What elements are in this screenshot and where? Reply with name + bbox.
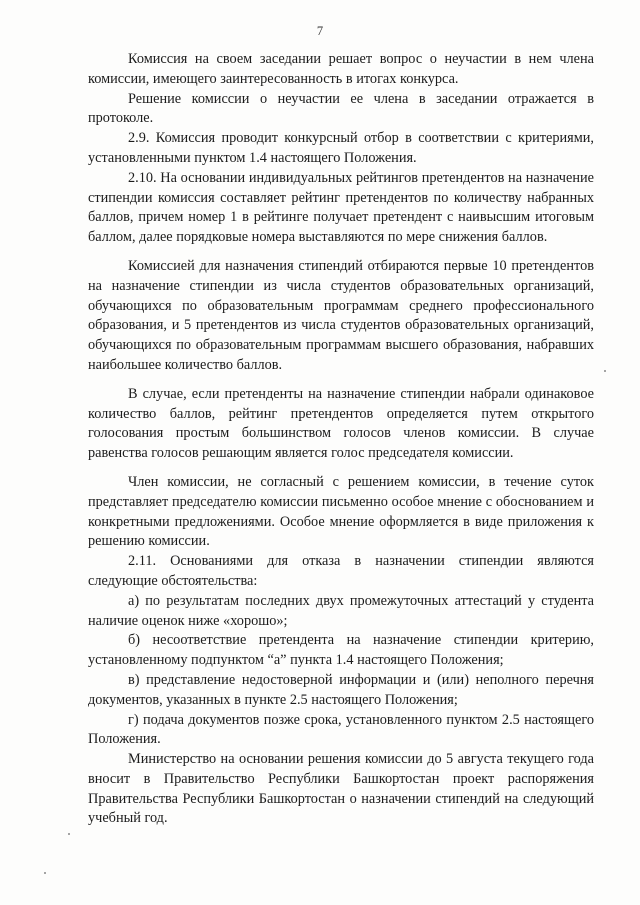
list-item: а) по результатам последних двух промежуточных аттестаций у студента наличие оценок ниже «хорошо»; (88, 592, 594, 629)
paragraph: 2.11. Основаниями для отказа в назначении стипендии являются следующие обстоятельства: (88, 553, 594, 589)
document-body (88, 50, 594, 829)
paragraph: В случае, если претенденты на назначение стипендии набрали одинаковое количество баллов, рейтинг претендентов определяется путем открытого голосования простым большинством голосов членов комиссии. В случае равенства голосов решающим является голос председателя комиссии. (88, 385, 594, 462)
scan-speck (604, 370, 606, 372)
paragraph: 2.9. Комиссия проводит конкурсный отбор в соответствии с критериями, установленными пунктом 1.4 настоящего Положения. (88, 130, 594, 166)
paragraph: 2.10. На основании индивидуальных рейтингов претендентов на назначение стипендии комиссия составляет рейтинг претендентов по количеству набранных баллов, причем номер 1 в рейтинге получает претендент с наивысшим итоговым баллом, далее порядковые номера выставляются по мере снижения баллов. (88, 169, 594, 246)
scan-speck (44, 872, 46, 874)
paragraph: Комиссия на своем заседании решает вопрос о неучастии в нем члена комиссии, имеющего заинтересованность в итогах конкурса. (88, 51, 594, 87)
page-number: 7 (316, 24, 324, 38)
paragraph: Решение комиссии о неучастии ее члена в заседании отражается в протоколе. (88, 90, 594, 127)
list-item: б) несоответствие претендента на назначение стипендии критерию, установленному подпунктом “а” пункта 1.4 настоящего Положения; (88, 632, 594, 669)
paragraph: Министерство на основании решения комиссии до 5 августа текущего года вносит в Правительство Республики Башкортостан проект распоряжения Правительства Республики Башкортостан о назначении стипендий на следующий учебный год. (88, 751, 594, 827)
paragraph: Член комиссии, не согласный с решением комиссии, в течение суток представляет председателю комиссии письменно особое мнение с обоснованием и конкретными предложениями. Особое мнение оформляется в виде приложения к решению комиссии. (88, 473, 594, 550)
list-item: в) представление недостоверной информации и (или) неполного перечня документов, указанных в пункте 2.5 настоящего Положения; (88, 671, 594, 708)
list-item: г) подача документов позже срока, установленного пунктом 2.5 настоящего Положения. (88, 711, 594, 748)
scan-speck (68, 833, 70, 835)
paragraph: Комиссией для назначения стипендий отбираются первые 10 претендентов на назначение стипендии из числа студентов образовательных организаций, обучающихся по образовательным программам среднего профессионального образования, и 5 претендентов из числа студентов образовательных организаций, обучающихся по образовательным программам высшего образования, набравших наибольшее количество баллов. (88, 257, 594, 373)
